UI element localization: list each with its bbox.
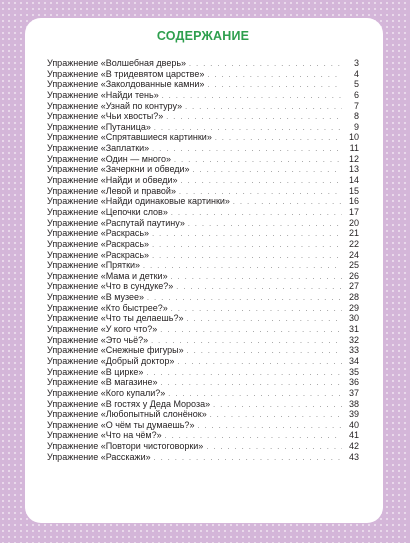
- toc-entry-page: 5: [353, 79, 359, 90]
- toc-entry-label: Упражнение «Один — много»: [47, 153, 172, 164]
- toc-entry: [47, 356, 359, 367]
- toc-entry-page: 41: [348, 430, 359, 441]
- toc-entry-label: Упражнение «Найди тень»: [47, 89, 159, 100]
- toc-entry: [47, 250, 359, 261]
- toc-entry-label: Упражнение «Что ты делаешь?»: [47, 313, 184, 324]
- toc-entry-page: 28: [348, 292, 359, 303]
- toc-entry: [47, 132, 359, 143]
- toc-entry-page: 21: [348, 228, 359, 239]
- toc-entry-page: 16: [348, 196, 359, 207]
- toc-entry: [47, 239, 359, 250]
- toc-leader-dots: [152, 145, 342, 156]
- toc-entry-page: 43: [348, 451, 359, 462]
- toc-entry-page: 13: [348, 164, 359, 175]
- toc-entry-page: 39: [348, 409, 359, 420]
- toc-entry-page: 24: [348, 249, 359, 260]
- toc-entry-label: Упражнение «В гостях у Деда Мороза»: [47, 398, 211, 409]
- toc-entry-page: 9: [353, 121, 359, 132]
- toc-entry-label: Упражнение «Узнай по контуру»: [47, 100, 183, 111]
- toc-entry-label: Упражнение «Добрый доктор»: [47, 355, 175, 366]
- toc-leader-dots: [152, 230, 342, 241]
- toc-entry-label: Упражнение «Спрятавшиеся картинки»: [47, 132, 212, 143]
- toc-entry-page: 3: [353, 58, 359, 68]
- toc-entry: [47, 175, 359, 186]
- toc-entry-page: 29: [348, 302, 359, 313]
- toc-entry-page: 17: [348, 206, 359, 217]
- toc-entry-page: 31: [348, 324, 359, 335]
- toc-entry-label: Упражнение «Это чьё?»: [47, 334, 149, 345]
- toc-entry-label: Упражнение «Зачеркни и обведи»: [47, 164, 190, 175]
- toc-entry-page: 20: [348, 217, 359, 228]
- toc-entry: [47, 101, 359, 112]
- toc-entry-label: Упражнение «В магазине»: [47, 377, 158, 388]
- toc-entry: [47, 377, 359, 388]
- toc-entry-page: 14: [348, 175, 359, 186]
- toc-entry-label: Упражнение «Что в сундуке?»: [47, 281, 174, 292]
- contents-list: [47, 58, 359, 462]
- toc-entry: [47, 164, 359, 175]
- toc-leader-dots: [206, 443, 342, 454]
- toc-entry-label: Упражнение «Раскрась»: [47, 238, 150, 249]
- toc-entry-page: 37: [348, 387, 359, 398]
- toc-leader-dots: [152, 241, 342, 252]
- toc-entry-page: 34: [348, 355, 359, 366]
- toc-entry-label: Упражнение «Найди и обведи»: [47, 175, 178, 186]
- toc-leader-dots: [180, 177, 342, 188]
- toc-entry: [47, 324, 359, 335]
- toc-entry: [47, 281, 359, 292]
- toc-entry-label: Упражнение «Мама и детки»: [47, 270, 168, 281]
- toc-entry-page: 40: [348, 419, 359, 430]
- toc-entry: [47, 420, 359, 431]
- toc-entry: [47, 430, 359, 441]
- toc-entry-page: 36: [348, 377, 359, 388]
- toc-entry: [47, 399, 359, 410]
- toc-entry-page: 38: [348, 398, 359, 409]
- toc-leader-dots: [160, 326, 342, 337]
- toc-entry-label: Упражнение «Заплатки»: [47, 143, 150, 154]
- toc-entry: [47, 218, 359, 229]
- toc-leader-dots: [161, 379, 342, 390]
- toc-leader-dots: [233, 198, 342, 209]
- toc-entry-page: 11: [349, 143, 359, 154]
- contents-card: [25, 18, 383, 523]
- toc-entry-label: Упражнение «Найди одинаковые картинки»: [47, 196, 230, 207]
- toc-entry-page: 4: [353, 68, 359, 79]
- toc-entry-label: Упражнение «Заколдованные камни»: [47, 79, 205, 90]
- toc-leader-dots: [193, 166, 342, 177]
- toc-leader-dots: [177, 358, 342, 369]
- toc-entry-label: Упражнение «Раскрась»: [47, 228, 150, 239]
- toc-entry-page: 42: [348, 441, 359, 452]
- toc-leader-dots: [147, 294, 342, 305]
- toc-leader-dots: [210, 411, 342, 422]
- toc-entry-page: 33: [348, 345, 359, 356]
- toc-leader-dots: [187, 347, 342, 358]
- toc-entry-page: 32: [348, 334, 359, 345]
- toc-entry-page: 22: [348, 238, 359, 249]
- toc-entry: [47, 228, 359, 239]
- toc-entry: [47, 186, 359, 197]
- toc-leader-dots: [189, 60, 342, 71]
- contents-title: СОДЕРЖАНИЕ: [156, 29, 250, 43]
- toc-leader-dots: [152, 252, 342, 263]
- toc-entry: [47, 345, 359, 356]
- toc-entry-page: 25: [348, 260, 359, 271]
- toc-entry: [47, 111, 359, 122]
- toc-leader-dots: [207, 71, 342, 82]
- toc-entry-label: Упражнение «Левой и правой»: [47, 185, 176, 196]
- toc-entry-page: 12: [348, 153, 359, 164]
- toc-entry: [47, 292, 359, 303]
- toc-entry-label: Упражнение «Распутай паутину»: [47, 217, 185, 228]
- toc-entry: [47, 196, 359, 207]
- toc-entry-label: Упражнение «Повтори чистоговорки»: [47, 441, 204, 452]
- toc-entry-label: Упражнение «О чём ты думаешь?»: [47, 419, 195, 430]
- toc-entry-label: Упражнение «У кого что?»: [47, 324, 158, 335]
- toc-leader-dots: [171, 305, 342, 316]
- toc-entry: [47, 58, 359, 69]
- toc-entry-label: Упражнение «Расскажи»: [47, 451, 151, 462]
- toc-entry-label: Упражнение «Прятки»: [47, 260, 141, 271]
- toc-leader-dots: [146, 369, 342, 380]
- toc-leader-dots: [176, 283, 342, 294]
- toc-entry-label: Упражнение «Волшебная дверь»: [47, 58, 187, 68]
- toc-entry: [47, 388, 359, 399]
- toc-entry: [47, 335, 359, 346]
- toc-entry-label: Упражнение «Кто быстрее?»: [47, 302, 168, 313]
- toc-entry: [47, 207, 359, 218]
- toc-leader-dots: [154, 454, 342, 465]
- toc-leader-dots: [197, 422, 342, 433]
- toc-leader-dots: [162, 92, 342, 103]
- toc-entry-page: 15: [348, 185, 359, 196]
- toc-entry: [47, 303, 359, 314]
- toc-entry: [47, 143, 359, 154]
- toc-leader-dots: [171, 273, 342, 284]
- toc-entry-label: Упражнение «Снежные фигуры»: [47, 345, 184, 356]
- toc-leader-dots: [143, 262, 342, 273]
- toc-leader-dots: [186, 315, 342, 326]
- toc-leader-dots: [213, 401, 342, 412]
- toc-entry-label: Упражнение «Раскрась»: [47, 249, 150, 260]
- toc-leader-dots: [166, 113, 342, 124]
- toc-entry-page: 7: [353, 100, 359, 111]
- toc-entry-page: 35: [348, 366, 359, 377]
- toc-leader-dots: [215, 134, 342, 145]
- toc-entry: [47, 154, 359, 165]
- toc-entry: [47, 122, 359, 133]
- toc-entry: [47, 79, 359, 90]
- toc-entry-page: 6: [353, 89, 359, 100]
- toc-entry-page: 26: [348, 270, 359, 281]
- toc-entry-page: 27: [348, 281, 359, 292]
- toc-entry-label: Упражнение «Что на чём?»: [47, 430, 162, 441]
- toc-entry-label: Упражнение «Чьи хвосты?»: [47, 111, 164, 122]
- toc-entry-label: Упражнение «Путаница»: [47, 121, 151, 132]
- toc-entry-label: Упражнение «Кого купали?»: [47, 387, 166, 398]
- toc-entry: [47, 260, 359, 271]
- toc-entry-label: Упражнение «В цирке»: [47, 366, 144, 377]
- toc-entry: [47, 90, 359, 101]
- toc-entry: [47, 452, 359, 463]
- toc-entry-page: 8: [353, 111, 359, 122]
- toc-entry-label: Упражнение «Цепочки слов»: [47, 206, 168, 217]
- toc-entry: [47, 441, 359, 452]
- toc-entry: [47, 367, 359, 378]
- toc-leader-dots: [174, 156, 342, 167]
- toc-entry-label: Упражнение «В музее»: [47, 292, 145, 303]
- toc-entry-label: Упражнение «В тридевятом царстве»: [47, 68, 205, 79]
- toc-leader-dots: [188, 220, 342, 231]
- toc-entry-label: Упражнение «Любопытный слонёнок»: [47, 409, 207, 420]
- toc-leader-dots: [207, 81, 342, 92]
- toc-entry: [47, 313, 359, 324]
- toc-entry-page: 10: [348, 132, 359, 143]
- toc-entry: [47, 409, 359, 420]
- toc-entry: [47, 69, 359, 80]
- toc-entry-page: 30: [348, 313, 359, 324]
- toc-entry: [47, 271, 359, 282]
- toc-leader-dots: [171, 209, 342, 220]
- toc-leader-dots: [185, 103, 342, 114]
